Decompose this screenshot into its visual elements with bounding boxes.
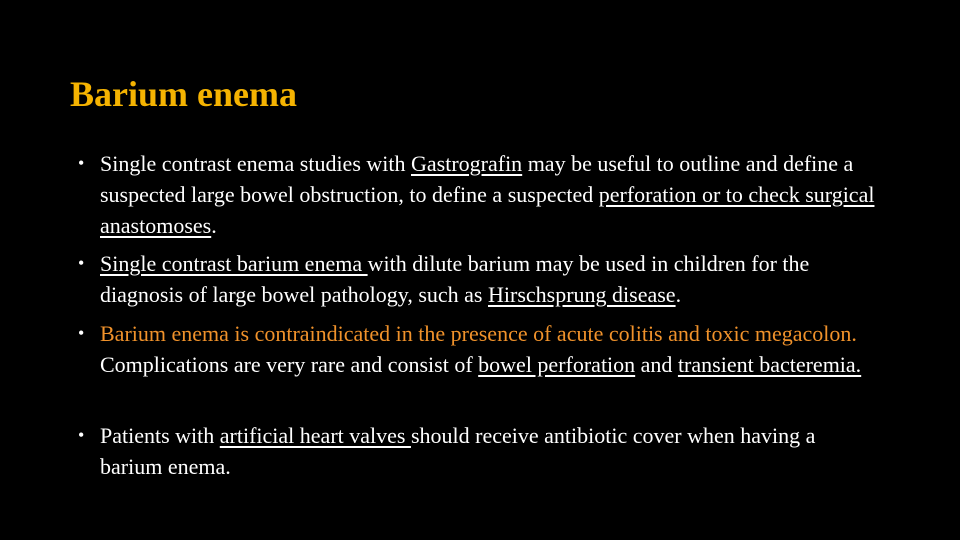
bullet-item	[78, 148, 878, 241]
text-segment: .	[675, 282, 682, 307]
text-segment: .	[211, 213, 217, 238]
text-segment: bowel perforation	[478, 352, 636, 377]
text-segment: Hirschsprung disease	[488, 282, 676, 307]
text-segment: artificial heart valves	[219, 423, 411, 448]
bullet-text	[100, 420, 878, 482]
bullet-icon: •	[78, 425, 85, 445]
text-segment: Single contrast enema studies with	[100, 151, 411, 176]
text-segment: Patients with	[100, 423, 220, 448]
bullet-item	[78, 420, 878, 482]
bullet-item	[78, 318, 878, 380]
bullet-text	[100, 148, 878, 241]
text-segment: perforation or to check surgical anastomoses	[100, 182, 875, 238]
text-segment: Single contrast barium enema	[100, 251, 368, 276]
text-segment: Complications are very rare and consist of	[100, 352, 479, 377]
text-segment: may be useful to outline and define a suspected large bowel obstruction, to define a suspected	[100, 151, 854, 207]
highlighted-text-segment: Barium enema is contraindicated in the presence of acute colitis and toxic megacolon.	[100, 321, 857, 346]
bullet-icon: •	[78, 153, 85, 173]
text-segment: transient bacteremia.	[677, 352, 862, 377]
bullet-text	[100, 318, 878, 380]
text-segment: and	[635, 352, 678, 377]
bullet-icon: •	[78, 323, 85, 343]
bullet-icon: •	[78, 253, 85, 273]
text-segment: with dilute barium may be used in children for the diagnosis of large bowel pathology, such as	[100, 251, 810, 307]
bullet-text	[100, 248, 878, 310]
text-segment: Gastrografin	[411, 151, 523, 176]
text-segment: should receive antibiotic cover when having a barium enema.	[100, 423, 816, 479]
slide-title: Barium enema	[70, 74, 297, 114]
bullet-item	[78, 248, 878, 310]
